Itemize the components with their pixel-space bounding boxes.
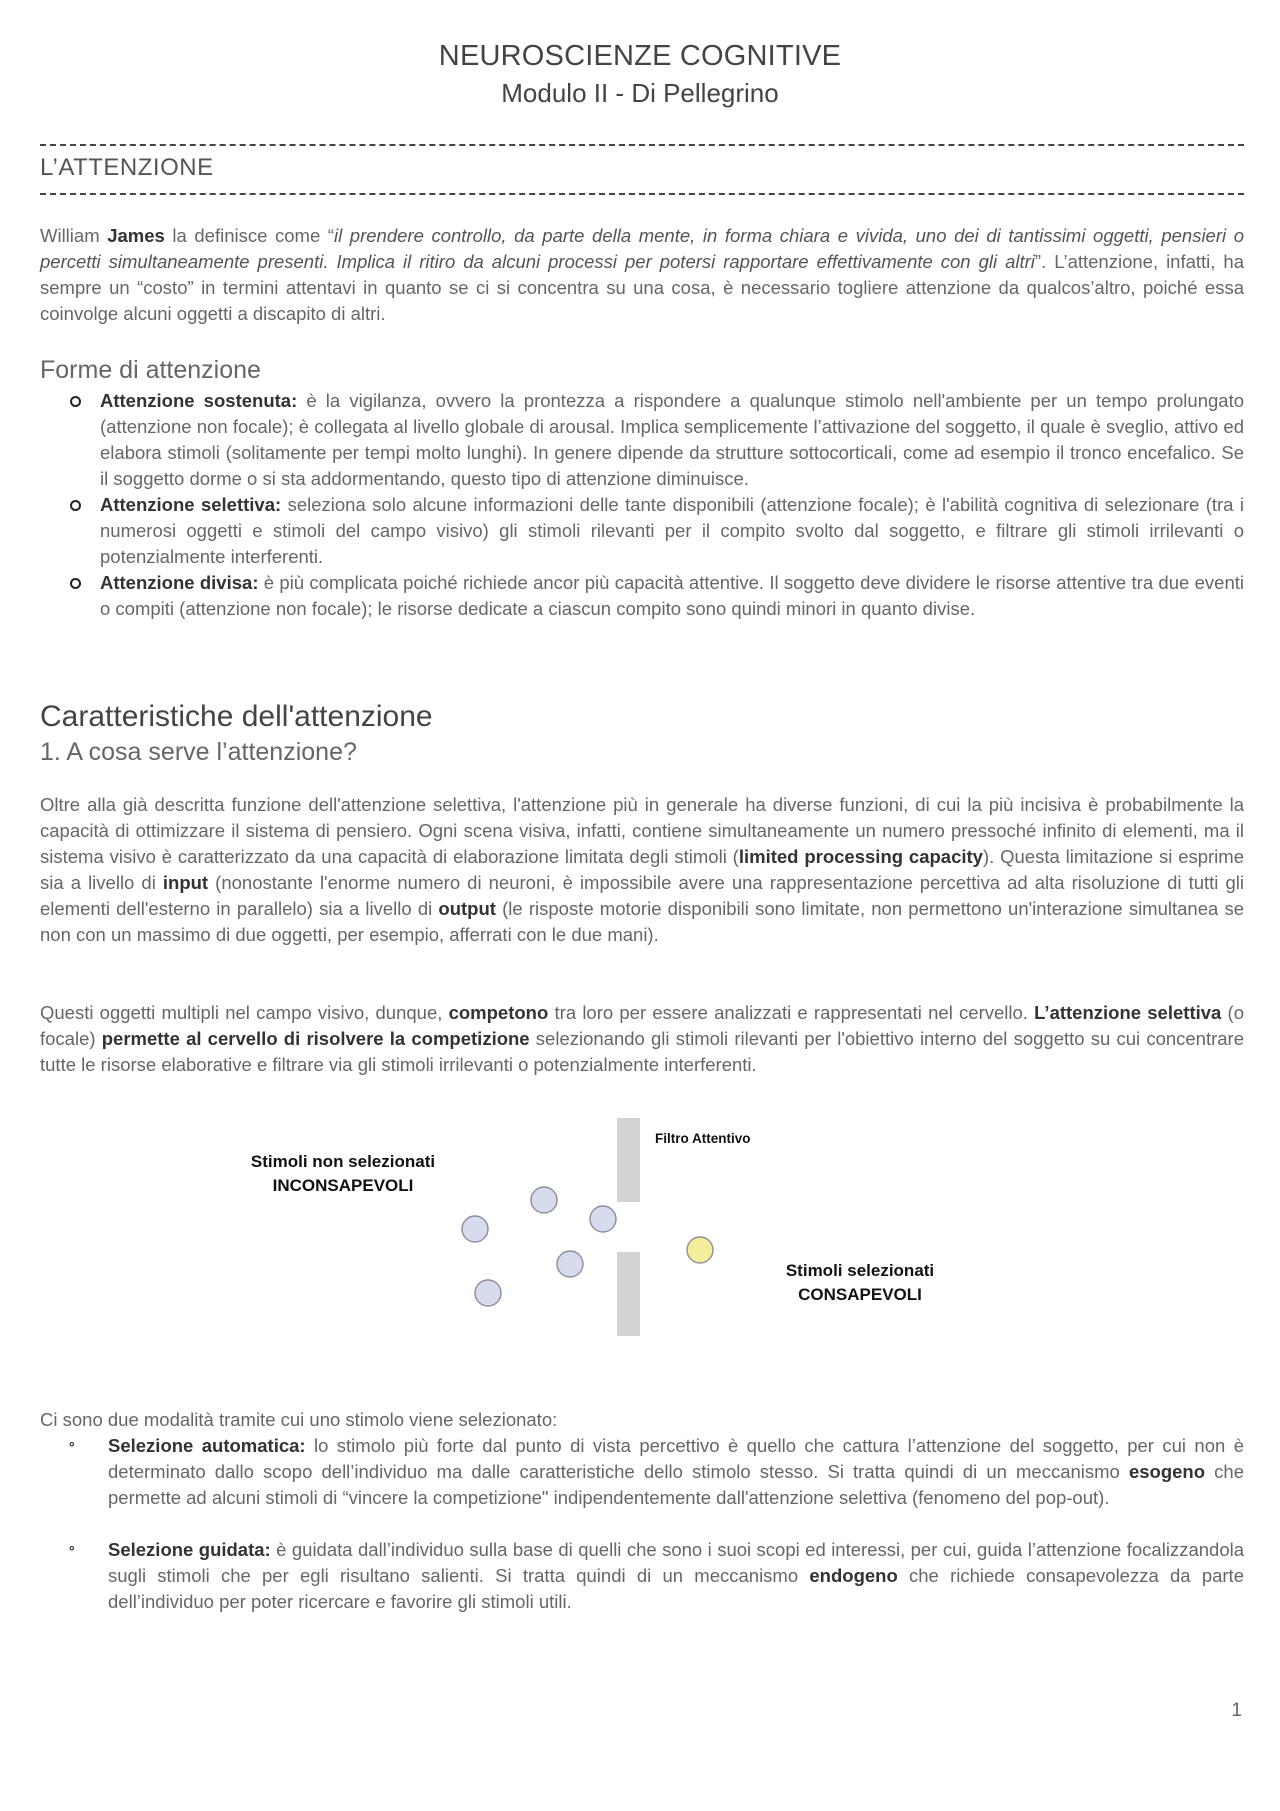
forme-heading: Forme di attenzione xyxy=(40,356,261,384)
unselected-stimulus xyxy=(475,1280,501,1306)
list-item: Attenzione divisa: è più complicata poiché richiede ancor più capacità attentive. Il soggetto deve dividere le risorse attentive tra due eventi o compiti (attenzione non focale); le risorse dedicate a ciascun compito sono quindi minori in quanto divise. xyxy=(40,570,1244,622)
selected-stimuli-label xyxy=(750,1259,970,1307)
selezione-list xyxy=(40,1433,1244,1615)
page-number: 1 xyxy=(1231,1700,1242,1721)
section-title: L’ATTENZIONE xyxy=(40,154,214,181)
filter-bar-bottom xyxy=(617,1252,640,1336)
filter-label: Filtro Attentivo xyxy=(655,1131,751,1146)
list-item: Attenzione sostenuta: è la vigilanza, ovvero la prontezza a rispondere a qualunque stimolo nell'ambiente per un tempo prolungato (attenzione non focale); è collegata al livello globale di arousal. Implica semplicemente l’attivazione del soggetto, il quale è sveglio, attivo ed elabora stimoli (solitamente per tempi molto lunghi). In genere dipende da strutture sottocorticali, come ad esempio il tronco encefalico. Se il soggetto dorme o si sta addormentando, questo tipo di attenzione diminuisce. xyxy=(40,388,1244,492)
list-item: ° Selezione guidata: è guidata dall’individuo sulla base di quelli che sono i suoi scopi ed interessi, per cui, guida l’attenzione focalizzandola sugli stimoli che per egli risultano salienti. Si tratta quindi di un meccanismo endogeno che richiede consapevolezza da parte dell’individuo per poter ricercare e favorire gli stimoli utili. xyxy=(69,1539,1245,1612)
competizione-paragraph: Questi oggetti multipli nel campo visivo, dunque, competono tra loro per essere analizzati e rappresentati nel cervello. L’attenzione selettiva (o focale) permette al cervello di risolvere la competizione selezionando gli stimoli rilevanti per l'obiettivo interno del soggetto su cui concentrare tutte le risorse elaborative e filtrare via gli stimoli irrilevanti o potenzialmente interferenti. xyxy=(40,1002,1245,1075)
funzione-paragraph: Oltre alla già descritta funzione dell'attenzione selettiva, l'attenzione più in generale ha diverse funzioni, di cui la più incisiva è probabilmente la capacità di ottimizzare il sistema di pensiero. Ogni scena visiva, infatti, contiene simultaneamente un numero pressoché infinito di elementi, ma il sistema visivo è caratterizzato da una capacità di elaborazione limitata degli stimoli (limited processing capacity). Questa limitazione si esprime sia a livello di input (nonostante l'enorme numero di neuroni, è impossibile avere una rappresentazione percettiva ad alta risoluzione di tutti gli elementi dell'esterno in parallelo) sia a livello di output (le risposte motorie disponibili sono limitate, non permettono un'interazione simultanea se non con un massimo di due oggetti, per esempio, afferrati con le due mani). xyxy=(40,794,1244,945)
caratteristiche-subheading: 1. A cosa serve l’attenzione? xyxy=(40,738,357,766)
unselected-label-line-1: Stimoli non selezionati xyxy=(250,1152,436,1171)
unselected-stimulus xyxy=(590,1206,616,1232)
document-title: NEUROSCIENZE COGNITIVE xyxy=(438,40,842,72)
section-divider-top xyxy=(40,144,1244,146)
unselected-stimulus xyxy=(557,1251,583,1277)
unselected-stimulus xyxy=(462,1216,488,1242)
selected-label-line-1: Stimoli selezionati xyxy=(785,1261,935,1280)
list-item: ° Selezione automatica: lo stimolo più forte dal punto di vista percettivo è quello che cattura l’attenzione del soggetto, per cui non è determinato dallo scopo dell’individuo ma dalle caratteristiche dello stimolo stesso. Si tratta quindi di un meccanismo esogeno che permette ad alcuni stimoli di “vincere la competizione" indipendentemente dall'attenzione selettiva (fenomeno del pop-out). xyxy=(69,1435,1244,1508)
bullet-icon: ° xyxy=(69,1543,75,1559)
bullet-icon xyxy=(70,500,81,511)
forme-list xyxy=(40,388,1244,622)
selected-label-line-2: CONSAPEVOLI xyxy=(798,1285,922,1304)
bullet-icon xyxy=(70,396,81,407)
unselected-label-line-2: INCONSAPEVOLI xyxy=(272,1176,414,1195)
filter-bar-top xyxy=(617,1118,640,1202)
document-subtitle: Modulo II - Di Pellegrino xyxy=(501,78,779,108)
bullet-icon: ° xyxy=(69,1439,75,1455)
unselected-stimulus xyxy=(531,1187,557,1213)
section-divider-bottom xyxy=(40,193,1244,195)
selected-stimulus xyxy=(687,1237,713,1263)
intro-paragraph: William James la definisce come “il prendere controllo, da parte della mente, in forma chiara e vivida, uno dei di tantissimi oggetti, pensieri o percetti simultaneamente presenti. Implica il ritiro da alcuni processi per potersi rapportare effettivamente con gli altri”. L’attenzione, infatti, ha sempre un “costo” in termini attentavi in quanto se ci si concentra su una cosa, è necessario togliere attenzione da qualcos’altro, poiché essa coinvolge alcuni oggetti a discapito di altri. xyxy=(40,225,1244,324)
caratteristiche-heading: Caratteristiche dell'attenzione xyxy=(40,700,433,733)
unselected-stimuli-label xyxy=(218,1150,468,1198)
list-item: Attenzione selettiva: seleziona solo alcune informazioni delle tante disponibili (attenzione focale); è l'abilità cognitiva di selezionare (tra i numerosi oggetti e stimoli del campo visivo) gli stimoli rilevanti per il compito svolto dal soggetto, e filtrare gli stimoli irrilevanti o potenzialmente interferenti. xyxy=(40,492,1244,570)
bullet-icon xyxy=(70,578,81,589)
selezione-intro: Ci sono due modalità tramite cui uno stimolo viene selezionato: xyxy=(40,1409,558,1430)
